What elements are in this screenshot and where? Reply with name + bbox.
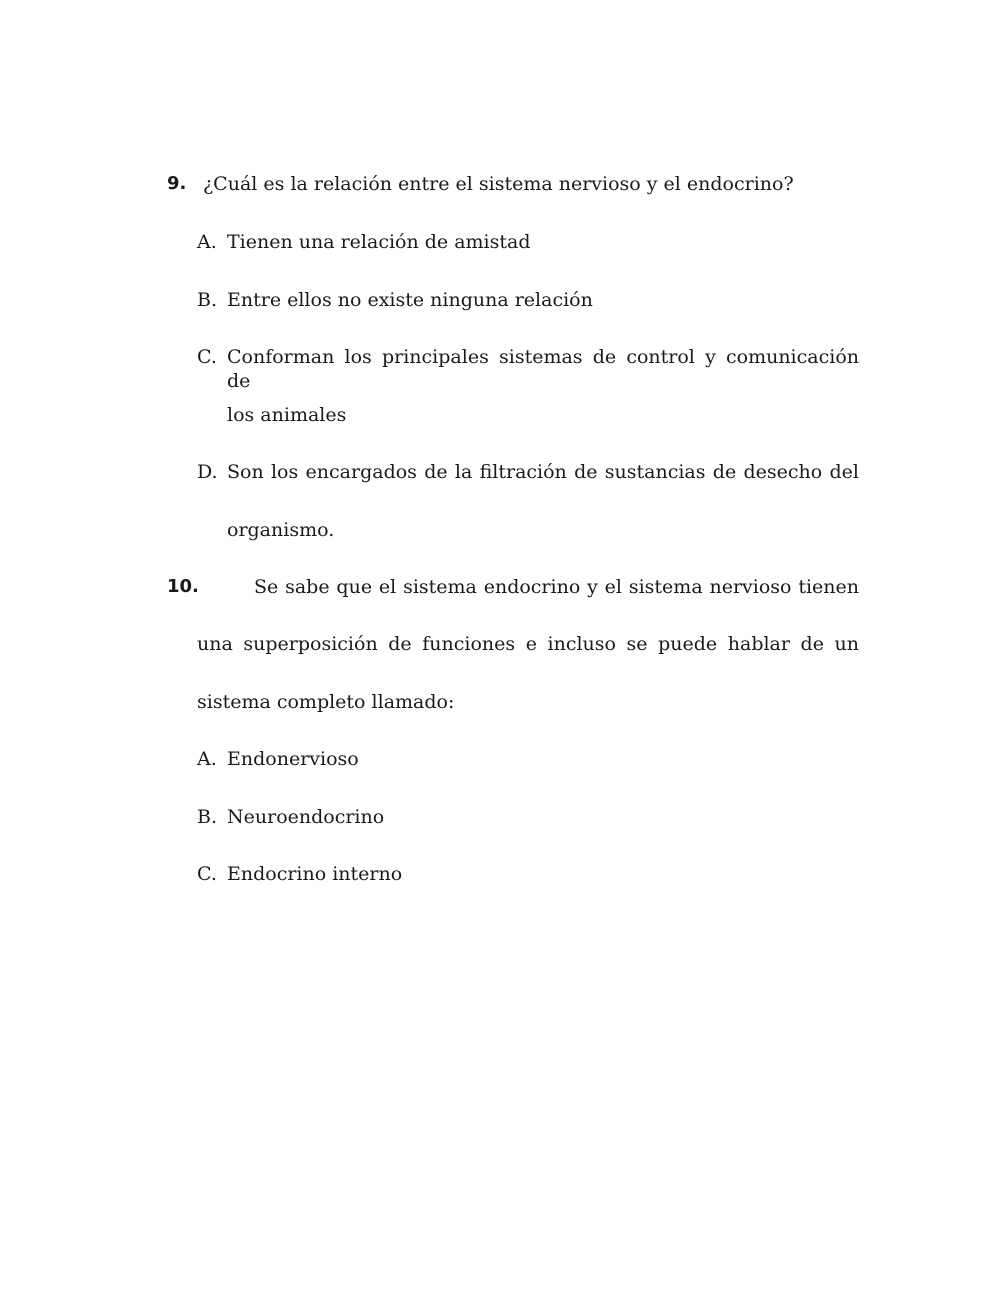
option-letter: C. (197, 346, 217, 368)
option-text: Tienen una relación de amistad (227, 231, 531, 253)
option-text: Endonervioso (227, 748, 359, 770)
option-letter: A. (197, 231, 217, 253)
question-number: 10. (167, 576, 199, 597)
option-letter: B. (197, 289, 218, 311)
option-text: Neuroendocrino (227, 806, 385, 828)
option-text: Son los encargados de la filtración de sustancias de desecho del (227, 461, 859, 483)
option-letter: A. (197, 748, 217, 770)
option-text: Entre ellos no existe ninguna relación (227, 289, 593, 311)
question-text: ¿Cuál es la relación entre el sistema nervioso y el endocrino? (203, 173, 794, 195)
option-letter: C. (197, 863, 217, 885)
option-text: Conforman los principales sistemas de control y comunicación de (227, 346, 859, 392)
question-text-end: sistema completo llamado: (197, 691, 455, 713)
option-letter: D. (197, 461, 218, 483)
option-text: Endocrino interno (227, 863, 403, 885)
option-text-continued: organismo. (227, 519, 335, 541)
question-text-continued: una superposición de funciones e incluso se puede hablar de un (197, 633, 859, 655)
option-letter: B. (197, 806, 218, 828)
question-text: Se sabe que el sistema endocrino y el sistema nervioso tienen (254, 576, 859, 598)
option-text-continued: los animales (227, 404, 347, 426)
question-number: 9. (167, 173, 187, 194)
